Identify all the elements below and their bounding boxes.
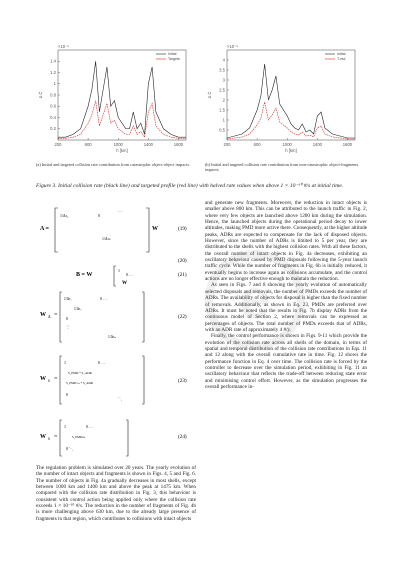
eq19-entry-1: 1/Δτ₁ bbox=[60, 214, 69, 218]
eq21-zero: 0 … bbox=[126, 272, 133, 277]
figure-3b-svg bbox=[205, 40, 365, 158]
fig3a-xlabel: h [km] bbox=[116, 148, 128, 153]
eq22-lhs: W bbox=[40, 312, 46, 318]
eq23-entry-3: S_PMD·ω + S_ADR bbox=[66, 381, 93, 385]
fig3b-legend-label-0: Initial bbox=[337, 52, 346, 56]
eq22-zero-1: 0 … bbox=[100, 296, 107, 301]
fig3b-ylabel: Δ Ċ bbox=[207, 91, 212, 99]
eq20-number: (20) bbox=[178, 258, 187, 264]
figure-3b-chart bbox=[205, 40, 365, 158]
fig3a-series-1 bbox=[58, 101, 186, 139]
fig3b-ytick-label-3: 2 bbox=[222, 97, 225, 103]
eq23-zero-2: 0 bbox=[66, 392, 68, 397]
eq23-sub: δ bbox=[48, 378, 50, 383]
eq23-zero-1: 0 … bbox=[98, 360, 105, 365]
fig3a-ytick-label-3: 0.8 bbox=[50, 92, 56, 98]
eq21-text: B = W bbox=[76, 272, 93, 278]
right-paragraph-3: Finally, the control performance is shown in Figs. 9-11 which provide the evolution of the collision rate across all shells of the domain, in terms of spatial and temporal distribution of the collision rate contributions in Eqs. 11 and 12 along with the overall cumulative rate in time. Fig. 12 shows the performance function in Eq. 4 over time. The collision rate is forced by the controller to decrease over the simulation period, exhibiting in Fig. 11 an oscillatory behaviour that reflects the trade-off between reducing state error and minimising control effort. However, as the simulation progresses the overall performance in- bbox=[205, 333, 367, 390]
fig3a-ytick-label-5: 1.2 bbox=[50, 69, 56, 75]
fig3b-xtick-label-3: 1400 bbox=[312, 142, 323, 147]
eq19-entry-n: 1/Δτₙ bbox=[102, 237, 111, 241]
eq23-eq: = bbox=[54, 376, 58, 382]
fig3b-ytick-label-5: 3 bbox=[222, 77, 225, 83]
eq23-bracket-left bbox=[60, 356, 62, 404]
fig3b-series-1 bbox=[227, 102, 355, 139]
eq24-bracket-right bbox=[126, 420, 128, 456]
fig3b-ytick-label-1: 1 bbox=[222, 117, 225, 123]
fig3a-xtick-label-3: 1400 bbox=[143, 142, 154, 147]
eq24-entry-2: S_PMD/ω bbox=[72, 435, 86, 439]
fig3a-ytick-label-1: 0.4 bbox=[50, 114, 56, 120]
fig3b-xtick-label-2: 1000 bbox=[282, 142, 292, 147]
fig3b-scale-note: ×10⁻⁶ bbox=[227, 44, 239, 49]
eq19-dots: … bbox=[118, 208, 122, 213]
eq23-entry-1: 1 bbox=[64, 360, 66, 365]
fig3b-xlabel: h [km] bbox=[285, 148, 297, 153]
fig3a-xtick-label-0: 200 bbox=[54, 142, 62, 147]
watermark-logo bbox=[205, 250, 305, 350]
eq19-zero: 0 bbox=[98, 213, 100, 218]
fig3b-plot-frame bbox=[227, 50, 355, 140]
eq24-bracket-left bbox=[60, 420, 62, 456]
eq22-entry-2: 1/Δτ₂ bbox=[74, 307, 82, 311]
eq23-lhs: W bbox=[40, 376, 46, 382]
eq24-eq: = bbox=[54, 434, 58, 440]
eq22-vdots: ⋮ bbox=[66, 324, 70, 329]
fig3a-xtick-label-4: 1800 bbox=[173, 142, 184, 147]
eq19-bracket-left bbox=[55, 208, 58, 252]
eq24-lhs: W bbox=[40, 434, 46, 440]
eq22-eq: = bbox=[54, 312, 58, 318]
fig3b-ytick-label-6: 3.5 bbox=[219, 67, 225, 73]
fig3b-xtick-label-0: 200 bbox=[223, 142, 231, 147]
fig3b-ytick-label-4: 2.5 bbox=[219, 87, 225, 93]
eq23-number: (23) bbox=[178, 378, 187, 384]
eq22-bracket-left bbox=[60, 292, 62, 342]
fig3b-legend-label-1: T-red bbox=[337, 57, 346, 61]
fig3b-series-0 bbox=[227, 64, 355, 138]
eq24-number: (24) bbox=[178, 434, 187, 440]
eq19-number: (19) bbox=[178, 226, 187, 232]
left-paragraph-1: The regulation problem is simulated over 20 years. The yearly evolution of the number of intact objects and fragments is shown in Figs. 4, 5 and Fig. 6. The number of objects in Fig. 4a gradually decreases in most shells, except between 1000 km and 1400 km and above the peak at 1475 km. When compared with the collision rate distribution in Fig. 3, this behaviour is consistent with control action being applied only where the collision rate exceeds 1 × 10⁻¹⁰ #/s. The reduction in the number of fragments of Fig. 4b is more challenging above 630 km, due to the already large presence of fragments in that region, which contributes to collisions with intact objects bbox=[36, 465, 196, 522]
fig3a-ytick-label-4: 1 bbox=[53, 81, 56, 87]
eq21-bracket-left bbox=[114, 266, 116, 286]
fig3a-plot-frame bbox=[58, 50, 186, 140]
fig3b-ytick-label-7: 4 bbox=[222, 57, 225, 63]
eq22-entry-1: 1/Δτ₁ bbox=[64, 297, 72, 301]
eq23-bracket-right bbox=[142, 356, 144, 404]
eq22-entry-n: 1/Δτₙ bbox=[108, 335, 116, 339]
eq22-number: (22) bbox=[178, 314, 187, 320]
eq23-entry-n: ⋱ bbox=[118, 396, 122, 401]
fig3b-ytick-label-0: 0.5 bbox=[219, 127, 225, 133]
fig3a-series-0 bbox=[58, 61, 186, 137]
eq24-sub: δ bbox=[48, 436, 50, 441]
figure-3b-caption: (b) Initial and targeted collision rate contribution from non-catastrophic object-fragments impacts. bbox=[205, 162, 359, 173]
eq23-entry-2: S_PMD + S_ADR bbox=[68, 371, 92, 375]
eq24-zero-2: 0 ⋱ bbox=[66, 446, 73, 451]
fig3b-ytick-label-2: 1.5 bbox=[219, 107, 225, 113]
fig3a-xtick-label-2: 1000 bbox=[113, 142, 123, 147]
eq19-lhs: A = bbox=[40, 226, 49, 232]
eq22-sub: Δ bbox=[48, 314, 51, 319]
eq19-bracket-right bbox=[146, 208, 149, 252]
fig3a-ytick-label-0: 0.2 bbox=[50, 126, 56, 132]
fig3a-legend-label-0: Initial bbox=[168, 52, 177, 56]
fig3a-scale-note: ×10⁻⁵ bbox=[58, 44, 70, 49]
figure-3a-caption: (a) Initial and targeted collision rate contribution from catastrophic object-object impacts. bbox=[36, 162, 190, 167]
eq21-one: 1 bbox=[118, 268, 120, 273]
fig3a-xtick-label-1: 600 bbox=[84, 142, 92, 147]
eq22-zero-2: 0 bbox=[66, 316, 68, 321]
eq24-entry-1: 1 bbox=[64, 424, 66, 429]
fig3a-ytick-label-2: 0.6 bbox=[50, 103, 56, 109]
fig3b-xtick-label-4: 1800 bbox=[342, 142, 353, 147]
equations-block bbox=[38, 200, 188, 460]
figure-3a-svg bbox=[36, 40, 196, 158]
figure-3-caption: Figure 3. Initial collision rate (black line) and targeted profile (red line) with halved rate values when above 1 × 10⁻¹⁰ #/s at initial time. bbox=[36, 183, 344, 189]
eq22-bracket-right bbox=[142, 292, 144, 342]
eq19-W: W bbox=[152, 226, 158, 232]
right-paragraph-2: As seen in Figs. 7 and 8 showing the yearly evolution of automatically selected disposals and removals, the number of PMDs exceeds the number of ADRs. The availability of objects for disposal is higher than the fixed number of removals. Additionally, as shown in Eq. 23, PMDs are preferred over ADRs. It must be noted that the results in Fig. 7b display ADRs from the continuous model of Section 2, where removals can be expressed as percentages of objects. The total number of PMDs exceeds that of ADRs, with an ADR rate of approximately 4 #/y. bbox=[205, 282, 367, 333]
fig3a-legend-label-1: Targets bbox=[168, 57, 180, 61]
figure-3a-chart bbox=[36, 40, 196, 158]
right-paragraph-1: and generate new fragments. Moreover, the reduction in intact objects is smaller above 800 km. This can be attributed to the launch traffic in Fig. 2, where very few objects are launched above 1200 km during the simulation. Hence, the launched objects during the operational period decay to lower altitudes, making PMD more active there. Consequently, at the higher altitude peaks, ADRs are expected to compensate for the lack of disposed objects. However, since the number of ADRs is limited to 5 per year, they are distributed to the shells with the highest collision rates. With all these factors, the overall number of intact objects in Fig. 4a decreases, exhibiting an oscillatory behaviour caused by PMD disposals following the 5-year launch traffic cycle. While the number of fragments in Fig. 6b is initially reduced, it eventually begins to increase again as collisions accumulate, and the control actions are no longer effective enough to maintain the reduction. bbox=[205, 200, 367, 283]
left-column-text bbox=[36, 465, 196, 522]
equations-svg bbox=[38, 200, 188, 462]
eq24-zero-1: 0 … bbox=[86, 424, 93, 429]
eq21-number: (21) bbox=[178, 272, 187, 278]
fig3a-ylabel: Δ Ċ bbox=[38, 91, 43, 99]
eq21-Wd: W bbox=[122, 281, 127, 286]
fig3a-ytick-label-6: 1.4 bbox=[50, 58, 56, 64]
fig3b-xtick-label-1: 600 bbox=[253, 142, 261, 147]
svg-text:e: e bbox=[239, 267, 271, 330]
